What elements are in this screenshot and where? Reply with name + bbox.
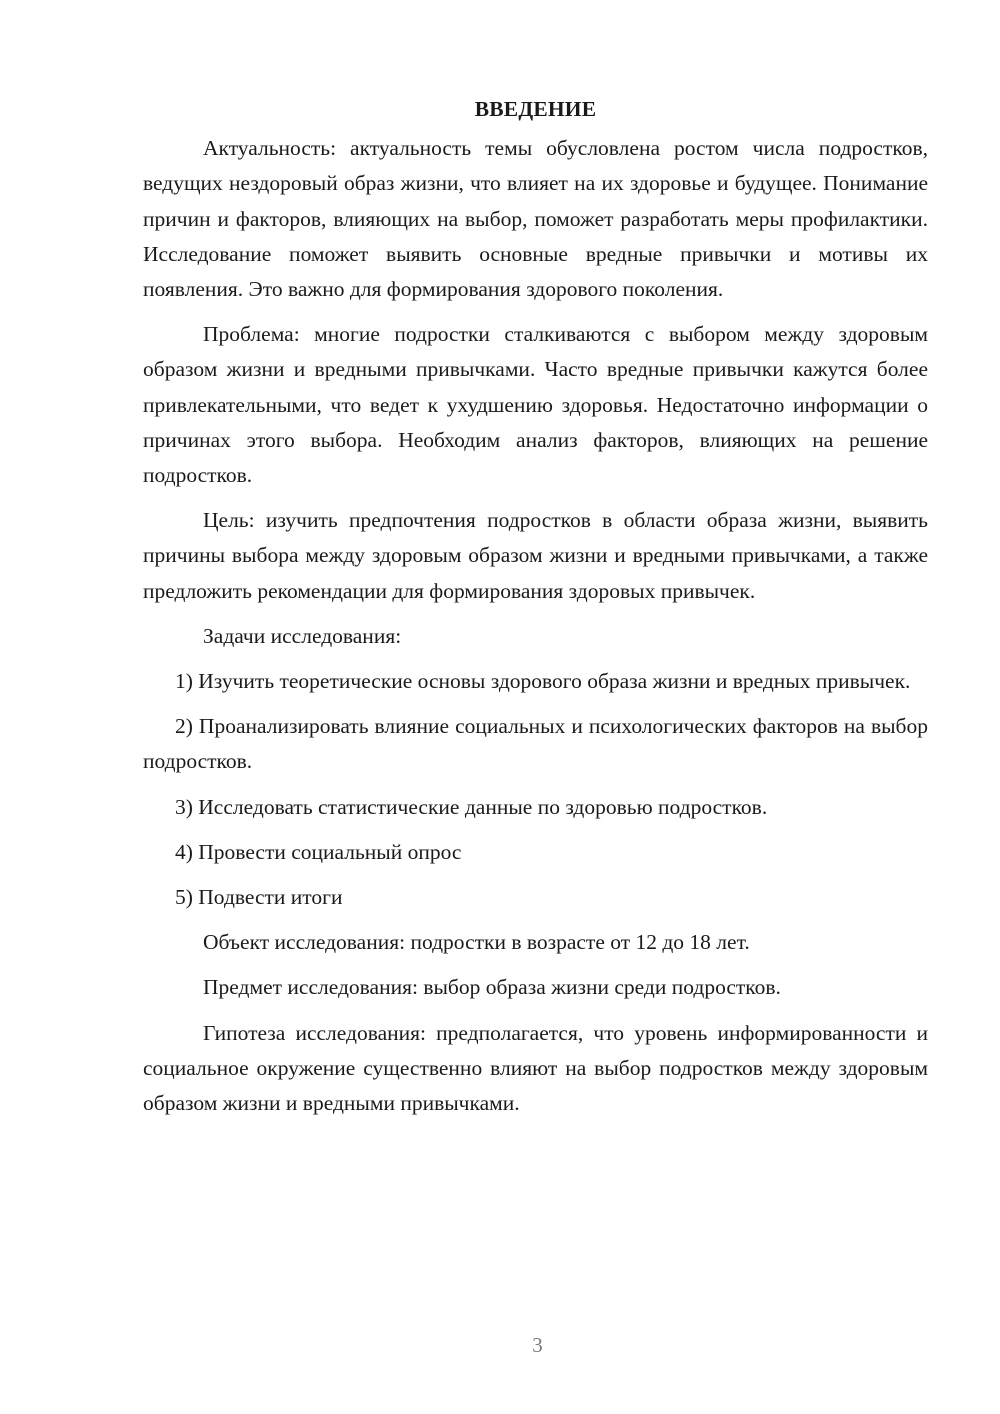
page-number: 3 <box>532 1333 543 1357</box>
task-item: 3) Исследовать статистические данные по здоровью подростков. <box>175 794 768 819</box>
task-item: 4) Провести социальный опрос <box>175 839 462 864</box>
problem-paragraph: Проблема: многие подростки сталкиваются с выбором между здоровым образом жизни и вредными привычками. Часто вредные привычки кажутся более привлекательными, что ведет к ухудшению здоровья. Недостаточно информации о причинах этого выбора. Необходим анализ факторов, влияющих на решение подростков. <box>143 322 928 488</box>
task-item: 1) Изучить теоретические основы здорового образа жизни и вредных привычек. <box>175 669 911 694</box>
page-content <box>143 92 928 1121</box>
section-heading: ВВЕДЕНИЕ <box>474 97 597 121</box>
research-object-paragraph: Объект исследования: подростки в возрасте от 12 до 18 лет. <box>203 930 750 955</box>
tasks-intro: Задачи исследования: <box>203 623 402 648</box>
relevance-paragraph: Актуальность: актуальность темы обусловлена ростом числа подростков, ведущих нездоровый образ жизни, что влияет на их здоровье и будущее. Понимание причин и факторов, влияющих на выбор, поможет разработать меры профилактики. Исследование поможет выявить основные вредные привычки и мотивы их появления. Это важно для формирования здорового поколения. <box>143 136 928 302</box>
task-item: 2) Проанализировать влияние социальных и психологических факторов на выбор подростков. <box>143 714 928 774</box>
task-item: 5) Подвести итоги <box>175 885 343 910</box>
research-subject-paragraph: Предмет исследования: выбор образа жизни среди подростков. <box>203 975 781 1000</box>
hypothesis-paragraph: Гипотеза исследования: предполагается, что уровень информированности и социальное окружение существенно влияют на выбор подростков между здоровым образом жизни и вредными привычками. <box>143 1020 928 1116</box>
goal-paragraph: Цель: изучить предпочтения подростков в области образа жизни, выявить причины выбора между здоровым образом жизни и вредными привычками, а также предложить рекомендации для формирования здоровых привычек. <box>143 508 928 603</box>
